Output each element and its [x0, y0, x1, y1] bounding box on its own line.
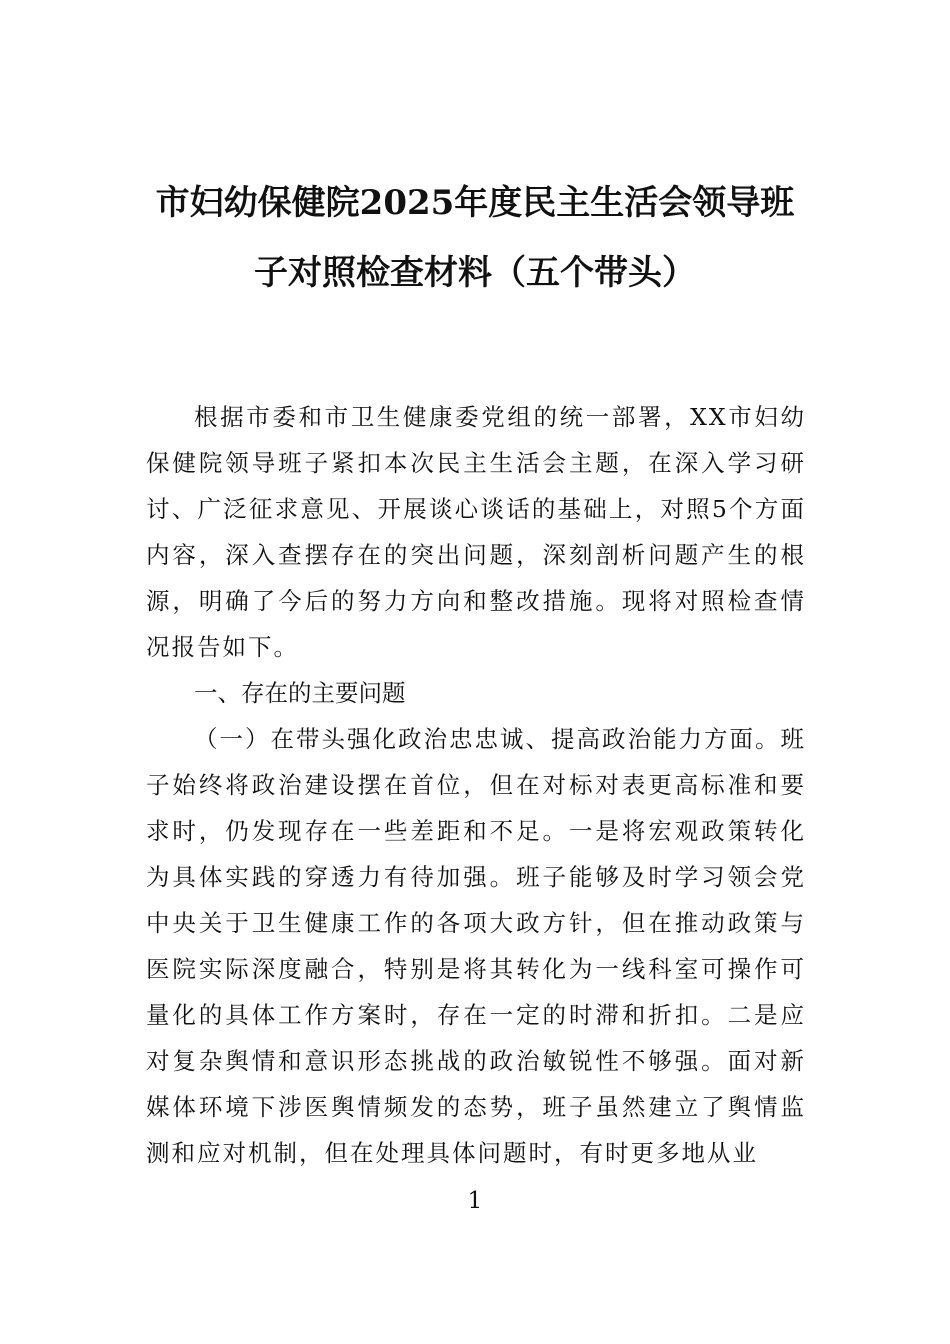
page-number: 1 — [467, 1188, 483, 1214]
title-line-2: 子对照检查材料（五个带头） — [254, 253, 696, 293]
title-line-1: 市妇幼保健院2025年度民主生活会领导班 — [155, 183, 795, 223]
subsection-body: 班子始终将政治建设摆在首位，但在对标对表更高标准和要求时，仍发现存在一些差距和不足。一是将宏观政策转化为具体实践的穿透力有待加强。班子能够及时学习领会党中央关于卫生健康工作的各项大政方针，但在推动政策与医院实际深度融合，特别是将其转化为一线科室可操作可量化的具体工作方案时，存在一定的时滞和折扣。二是应对复杂舆情和意识形态挑战的政治敏锐性不够强。面对新媒体环境下涉医舆情频发的态势，班子虽然建立了舆情监测和应对机制，但在处理具体问题时，有时更多地从业 — [146, 725, 806, 1167]
subsection-lead: （一）在带头强化政治忠忠诚、提高政治能力方面。 — [194, 725, 781, 753]
document-title — [100, 168, 850, 308]
subsection-paragraph — [146, 716, 806, 1176]
document-body — [146, 394, 806, 1176]
intro-paragraph: 根据市委和市卫生健康委党组的统一部署，XX市妇幼保健院领导班子紧扣本次民主生活会主题，在深入学习研讨、广泛征求意见、开展谈心谈话的基础上，对照5个方面内容，深入查摆存在的突出问题，深刻剖析问题产生的根源，明确了今后的努力方向和整改措施。现将对照检查情况报告如下。 — [146, 403, 806, 661]
section-heading: 一、存在的主要问题 — [194, 679, 406, 707]
